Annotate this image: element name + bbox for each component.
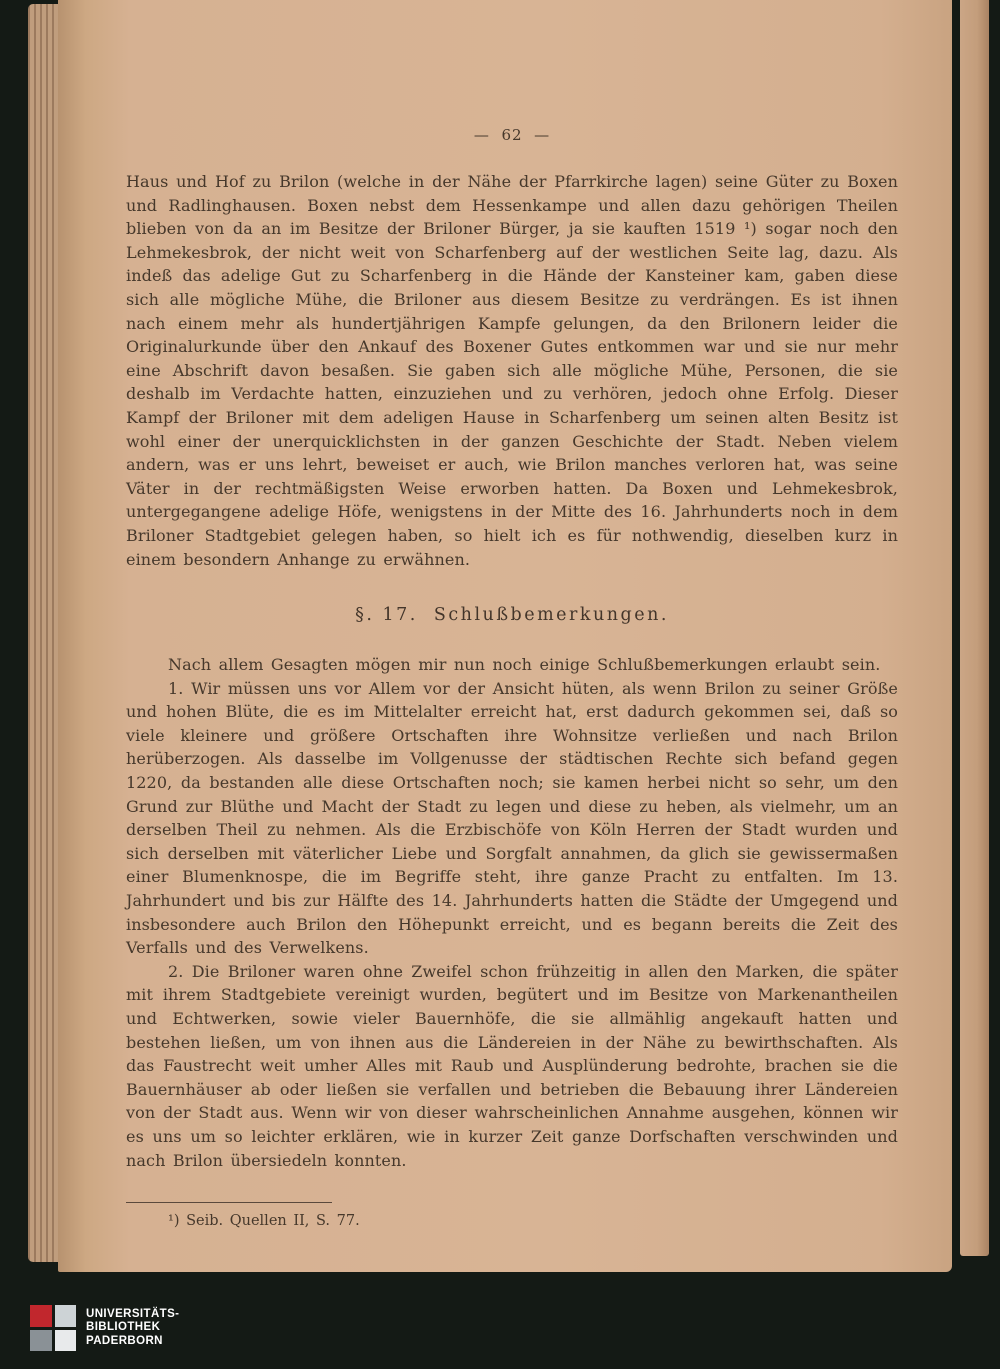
logo-square-white <box>55 1330 77 1352</box>
page-number: — 62 — <box>473 126 551 144</box>
next-page-edge <box>960 0 989 1256</box>
logo-square-lightgray <box>55 1305 77 1327</box>
logo-text-line-2: BIBLIOTHEK <box>86 1321 161 1334</box>
paragraph-intro: Nach allem Gesagten mögen mir nun noch einige Schlußbemerkungen erlaubt sein. <box>168 655 881 675</box>
footnote-separator-rule <box>126 1202 332 1203</box>
paragraph-point-1: 1. Wir müssen uns vor Allem vor der Ansicht hüten, als wenn Brilon zu seiner Größe und hohen Blüte, die es im Mittelalter erreicht hat, erst dadurch gekommen sei, daß so viele kleinere und größere Ortschaften ihre Wohnsitze verließen und nach Brilon herüberzogen. Als dasselbe im Vollgenusse der städtischen Rechte sich befand gegen 1220, da bestanden alle diese Ortschaften noch; sie kamen herbei nicht so sehr, um den Grund zur Blüthe und Macht der Stadt zu legen und diese zu heben, als vielmehr, um an derselben Theil zu nehmen. Als die Erzbischöfe von Köln Herren der Stadt wurden und sich derselben mit väterlicher Liebe und Sorgfalt annahmen, da glich sie gewissermaßen einer Blumenknospe, die im Begriffe steht, ihre ganze Pracht zu entfalten. Im 13. Jahrhundert und bis zur Hälfte des 14. Jahrhunderts hatten die Städte der Umgegend und insbesondere auch Brilon den Höhepunkt erreicht, und es begann bereits die Zeit des Verfalls und des Verwelkens. <box>126 678 898 958</box>
library-logo-text <box>86 1308 179 1349</box>
book-page <box>58 0 952 1272</box>
logo-text-line-1: UNIVERSITÄTS- <box>86 1307 180 1320</box>
library-logo-icon <box>30 1305 76 1351</box>
footnote: ¹) Seib. Quellen II, S. 77. <box>168 1213 360 1230</box>
logo-square-red <box>30 1305 52 1327</box>
section-heading: §. 17. Schlußbemerkungen. <box>355 605 669 626</box>
paragraph-continuation: Haus und Hof zu Brilon (welche in der Nähe der Pfarrkirche lagen) seine Güter zu Boxen und Radlinghausen. Boxen nebst dem Hessenkampe und allen dazu gehörigen Theilen blieben von da an im Besitze der Briloner Bürger, ja sie kauften 1519 ¹) sogar noch den Lehmekesbrok, der nicht weit von Scharfenberg auf der westlichen Seite lag, dazu. Als indeß das adelige Gut zu Scharfenberg in die Hände der Kansteiner kam, gaben diese sich alle mögliche Mühe, die Briloner aus diesem Besitze zu verdrängen. Es ist ihnen nach einem mehr als hundertjährigen Kampfe gelungen, da den Brilonern leider die Originalurkunde über den Ankauf des Boxener Gutes entkommen war und sie nur mehr eine Abschrift davon besaßen. Sie gaben sich alle mögliche Mühe, Personen, die sie deshalb im Verdachte hatten, einzuziehen und zu verhören, jedoch ohne Erfolg. Dieser Kampf der Briloner mit dem adeligen Hause in Scharfenberg um seinen alten Besitz ist wohl einer der unerquicklichsten in der ganzen Geschichte der Stadt. Neben vielem andern, was er uns lehrt, beweiset er auch, wie Brilon manches verloren hat, was seine Väter in der rechtmäßigsten Weise erworben hatten. Da Boxen und Lehmekesbrok, untergegangene adelige Höfe, wenigstens in der Mitte des 16. Jahrhunderts noch in dem Briloner Stadtgebiet gelegen haben, so hielt ich es für nothwendig, dieselben kurz in einem besondern Anhange zu erwähnen. <box>126 172 898 569</box>
page-text-block <box>126 126 898 1229</box>
logo-square-gray <box>30 1330 52 1352</box>
logo-text-line-3: PADERBORN <box>86 1334 163 1347</box>
paragraph-point-2: 2. Die Briloner waren ohne Zweifel schon frühzeitig in allen den Marken, die später mit ihrem Stadtgebiete vereinigt wurden, begütert und im Besitze von Markenantheilen und Echtwerken, sowie vieler Bauernhöfe, die sie allmählig angekauft hatten und bestehen ließen, um von ihnen aus die Ländereien in der Nähe zu bewirthschaften. Als das Faustrecht weit umher Alles mit Raub und Ausplünderung bedrohte, brachen sie die Bauernhäuser ab oder ließen sie verfallen und betrieben die Bebauung ihrer Ländereien von der Stadt aus. Wenn wir von dieser wahrscheinlichen Annahme ausgehen, können wir es uns um so leichter erklären, wie in kurzer Zeit ganze Dorfschaften verschwinden und nach Brilon übersiedeln konnten. <box>126 961 898 1170</box>
library-logo <box>30 1305 179 1351</box>
